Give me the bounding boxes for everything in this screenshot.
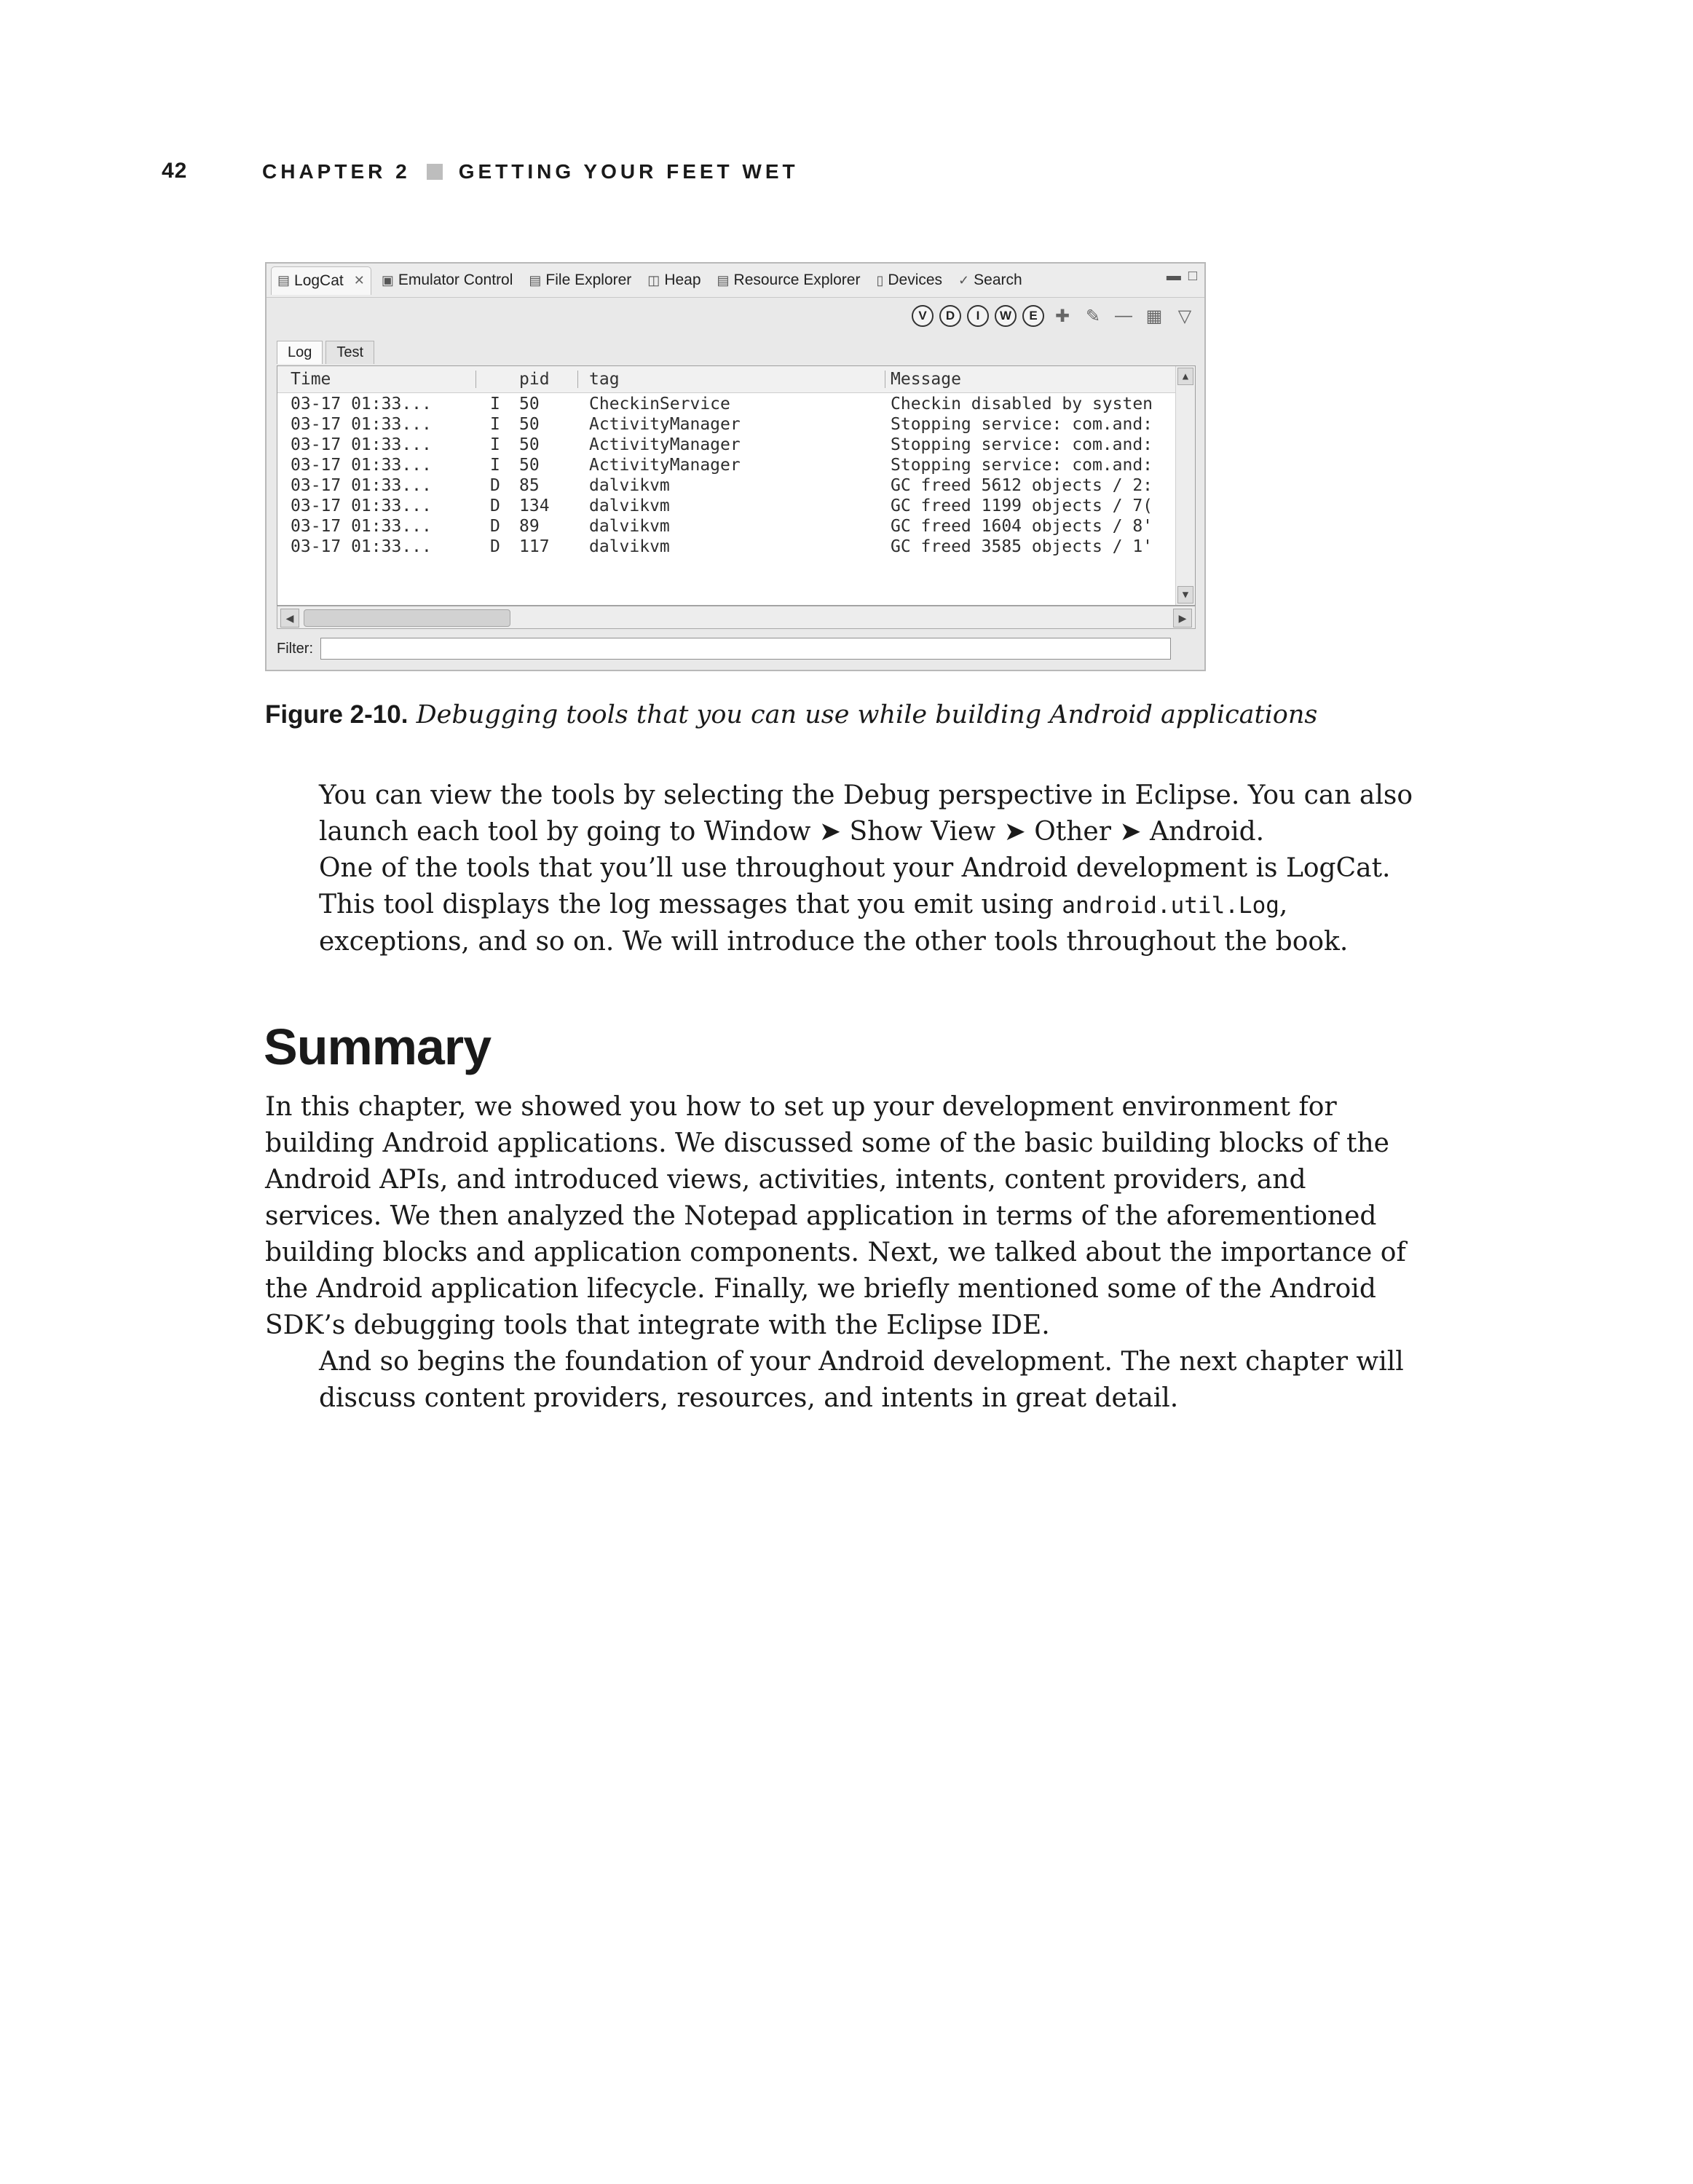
paragraph-text-part: , exceptions, and so on. We will introduce the other tools throughout the book. — [319, 890, 1349, 957]
table-row[interactable] — [277, 435, 1176, 455]
log-rows — [277, 394, 1176, 557]
resource-icon: ▤ — [717, 272, 730, 288]
column-header-time[interactable]: Time — [291, 370, 331, 389]
figure-label: Figure 2-10. — [265, 700, 409, 729]
tab-search[interactable] — [952, 266, 1028, 294]
eclipse-ddms-screenshot — [265, 262, 1206, 671]
tab-label: File Explorer — [545, 272, 632, 288]
cell-pid: 50 — [519, 395, 540, 414]
table-row[interactable] — [277, 496, 1176, 516]
tab-label: Devices — [888, 272, 943, 288]
table-row[interactable] — [277, 455, 1176, 475]
cell-time: 03-17 01:33... — [291, 395, 432, 414]
view-menu-icon[interactable]: ▽ — [1177, 306, 1192, 326]
edit-filter-icon[interactable]: ✎ — [1085, 306, 1101, 326]
column-divider[interactable] — [475, 371, 476, 388]
cell-time: 03-17 01:33... — [291, 537, 432, 556]
heap-icon: ◫ — [647, 272, 660, 288]
cell-tag: dalvikvm — [589, 517, 670, 536]
scroll-up-icon[interactable]: ▲ — [1177, 368, 1193, 385]
cell-message: GC freed 1199 objects / 7( — [891, 496, 1153, 515]
cell-level: D — [490, 496, 500, 515]
info-filter-button[interactable]: I — [967, 305, 989, 327]
paragraph-text: In this chapter, we showed you how to set up your development environment for building Android applications. We discussed some of the basic building blocks of the Android APIs, and introduced views, activities, intents, content providers, and services. We then analyzed the Notepad application in terms of the aforementioned building blocks and application components. Next, we talked about the importance of the Android application lifecycle. Finally, we briefly mentioned some of the Android SDK’s debugging tools that integrate with the Eclipse IDE. — [265, 1092, 1406, 1340]
cell-message: Stopping service: com.and: — [891, 415, 1153, 434]
cell-level: I — [490, 395, 500, 414]
column-header-message[interactable]: Message — [891, 370, 961, 389]
tab-emulator-control[interactable] — [376, 266, 519, 294]
verbose-filter-button[interactable]: V — [912, 305, 934, 327]
file-icon: ▤ — [529, 272, 542, 288]
log-subtabs — [277, 341, 377, 364]
logcat-toolbar — [912, 301, 1197, 331]
body-paragraph — [265, 778, 1430, 850]
cell-time: 03-17 01:33... — [291, 496, 432, 515]
logcat-icon: ▤ — [277, 273, 291, 288]
body-paragraph — [265, 1089, 1430, 1344]
window-controls — [1167, 268, 1197, 285]
running-header — [262, 160, 799, 183]
cell-tag: ActivityManager — [589, 435, 741, 454]
paragraph-text — [265, 850, 1430, 960]
paragraph-text-part: One of the tools that you’ll use throughout your Android development is LogCat. This tool displays the log messages that you emit using — [319, 853, 1391, 919]
body-paragraph — [265, 1344, 1430, 1417]
cell-message: Stopping service: com.and: — [891, 456, 1153, 475]
column-header-pid[interactable]: pid — [519, 370, 550, 389]
cell-time: 03-17 01:33... — [291, 435, 432, 454]
cell-message: Checkin disabled by systen — [891, 395, 1153, 414]
cell-message: GC freed 1604 objects / 8' — [891, 517, 1153, 536]
cell-message: GC freed 3585 objects / 1' — [891, 537, 1153, 556]
cell-pid: 85 — [519, 476, 540, 495]
table-row[interactable] — [277, 516, 1176, 537]
tab-label: Emulator Control — [398, 272, 513, 288]
cell-tag: ActivityManager — [589, 456, 741, 475]
scroll-down-icon[interactable]: ▼ — [1177, 586, 1193, 604]
cell-level: I — [490, 435, 500, 454]
tab-label: LogCat — [294, 272, 344, 289]
figure-caption — [265, 700, 1317, 729]
tab-label: Search — [974, 272, 1022, 288]
vertical-scrollbar[interactable] — [1175, 366, 1195, 605]
table-row[interactable] — [277, 475, 1176, 496]
tab-devices[interactable] — [870, 266, 948, 294]
debug-filter-button[interactable]: D — [939, 305, 961, 327]
page-number: 42 — [162, 159, 188, 183]
horizontal-scrollbar[interactable] — [277, 606, 1196, 629]
subtab-test[interactable]: Test — [325, 341, 374, 364]
paragraph-text: And so begins the foundation of your Android development. The next chapter will discuss content providers, resources, and intents in great detail. — [319, 1347, 1404, 1413]
subtab-log[interactable]: Log — [277, 341, 323, 364]
phone-icon: ▯ — [876, 272, 884, 288]
body-paragraph — [265, 850, 1430, 960]
square-bullet-icon — [427, 164, 443, 180]
cell-pid: 134 — [519, 496, 550, 515]
cell-message: Stopping service: com.and: — [891, 435, 1153, 454]
figure-caption-text: Debugging tools that you can use while building Android applications — [416, 700, 1318, 729]
chapter-label: CHAPTER 2 — [262, 160, 411, 183]
log-table-header — [277, 366, 1176, 393]
cell-message: GC freed 5612 objects / 2: — [891, 476, 1153, 495]
cell-tag: dalvikvm — [589, 496, 670, 515]
tab-resource-explorer[interactable] — [711, 266, 867, 294]
cell-time: 03-17 01:33... — [291, 476, 432, 495]
table-row[interactable] — [277, 394, 1176, 414]
cell-pid: 50 — [519, 415, 540, 434]
tab-heap[interactable] — [642, 266, 706, 294]
scroll-right-icon[interactable]: ▶ — [1173, 609, 1192, 628]
warn-filter-button[interactable]: W — [995, 305, 1017, 327]
cell-tag: dalvikvm — [589, 537, 670, 556]
section-heading: Summary — [264, 1018, 492, 1075]
cell-level: D — [490, 537, 500, 556]
table-row[interactable] — [277, 537, 1176, 557]
filter-row — [277, 638, 1171, 660]
cell-pid: 117 — [519, 537, 550, 556]
column-divider[interactable] — [577, 371, 578, 388]
cell-time: 03-17 01:33... — [291, 415, 432, 434]
add-filter-icon[interactable]: ✚ — [1054, 306, 1070, 326]
tab-file-explorer[interactable] — [523, 266, 637, 294]
cell-level: D — [490, 517, 500, 536]
error-filter-button[interactable]: E — [1022, 305, 1044, 327]
close-icon[interactable]: ✕ — [353, 273, 365, 288]
filter-input[interactable] — [320, 638, 1171, 660]
tab-label: Heap — [664, 272, 701, 288]
cell-pid: 89 — [519, 517, 540, 536]
maximize-icon[interactable]: □ — [1188, 268, 1197, 284]
scrollbar-thumb[interactable] — [304, 609, 510, 627]
table-row[interactable] — [277, 414, 1176, 435]
inline-code: android.util.Log — [1062, 893, 1279, 919]
tab-logcat[interactable] — [271, 266, 371, 295]
log-table — [277, 365, 1196, 606]
minimize-icon[interactable]: ▬ — [1166, 268, 1181, 284]
cell-level: D — [490, 476, 500, 495]
cell-time: 03-17 01:33... — [291, 456, 432, 475]
cell-level: I — [490, 415, 500, 434]
cell-level: I — [490, 456, 500, 475]
paragraph-text: You can view the tools by selecting the Debug perspective in Eclipse. You can also launch each tool by going to Window ➤ Show View ➤ Other ➤ Android. — [319, 780, 1413, 847]
monitor-icon: ▣ — [381, 272, 394, 288]
remove-filter-icon[interactable]: — — [1115, 306, 1132, 325]
scroll-left-icon[interactable]: ◀ — [280, 609, 299, 628]
view-tab-bar — [267, 264, 1204, 298]
cell-pid: 50 — [519, 435, 540, 454]
tab-label: Resource Explorer — [733, 272, 861, 288]
cell-tag: dalvikvm — [589, 476, 670, 495]
clear-log-icon[interactable]: ▦ — [1145, 306, 1163, 326]
cell-tag: CheckinService — [589, 395, 730, 414]
cell-tag: ActivityManager — [589, 415, 741, 434]
search-icon: ✓ — [958, 272, 970, 288]
column-header-tag[interactable]: tag — [589, 370, 620, 389]
filter-label: Filter: — [277, 640, 313, 657]
cell-time: 03-17 01:33... — [291, 517, 432, 536]
chapter-title: GETTING YOUR FEET WET — [458, 160, 799, 183]
cell-pid: 50 — [519, 456, 540, 475]
